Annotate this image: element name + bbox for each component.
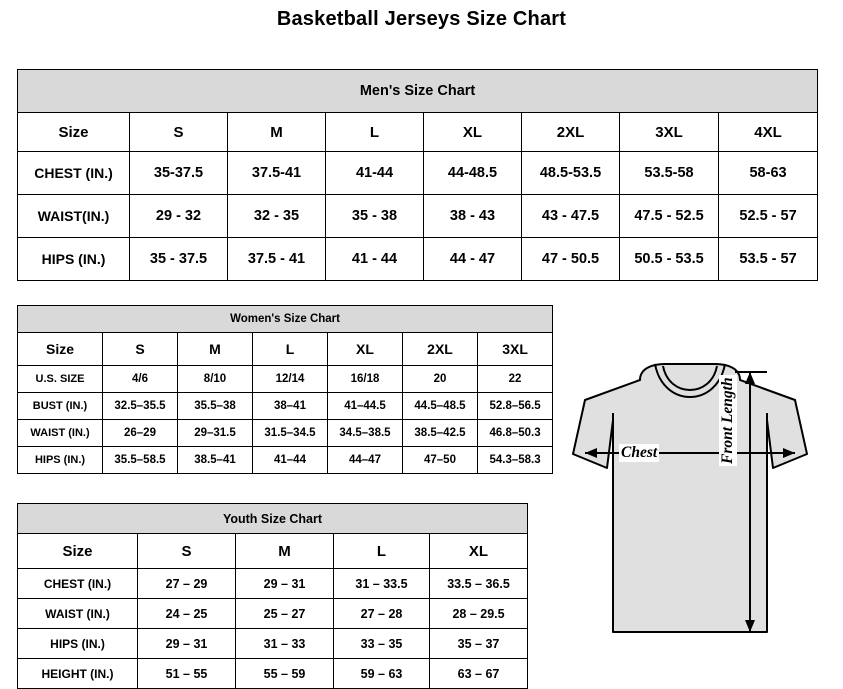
row-label: CHEST (IN.)	[18, 152, 130, 195]
column-header: L	[334, 534, 430, 569]
mens-size-chart-table	[17, 69, 818, 281]
column-header: S	[130, 113, 228, 152]
column-header: XL	[328, 333, 403, 366]
table-caption-row	[18, 504, 528, 534]
table-row	[18, 366, 553, 393]
table-cell: 41-44	[326, 152, 424, 195]
row-label: WAIST(IN.)	[18, 195, 130, 238]
column-header: XL	[424, 113, 522, 152]
table-cell: 27 – 29	[138, 569, 236, 599]
column-header: M	[236, 534, 334, 569]
table-cell: 20	[403, 366, 478, 393]
youth-chart-caption: Youth Size Chart	[18, 504, 528, 534]
table-cell: 46.8–50.3	[478, 420, 553, 447]
table-cell: 53.5 - 57	[719, 238, 818, 281]
table-cell: 38–41	[253, 393, 328, 420]
table-row	[18, 599, 528, 629]
table-cell: 31 – 33	[236, 629, 334, 659]
row-label: WAIST (IN.)	[18, 420, 103, 447]
table-cell: 29 – 31	[236, 569, 334, 599]
table-cell: 31 – 33.5	[334, 569, 430, 599]
front-length-label: Front Length	[719, 377, 736, 464]
table-cell: 59 – 63	[334, 659, 430, 689]
table-cell: 38.5–41	[178, 447, 253, 474]
table-cell: 22	[478, 366, 553, 393]
table-cell: 29–31.5	[178, 420, 253, 447]
table-cell: 35 - 38	[326, 195, 424, 238]
table-cell: 48.5-53.5	[522, 152, 620, 195]
table-cell: 44 - 47	[424, 238, 522, 281]
table-cell: 53.5-58	[620, 152, 719, 195]
table-row	[18, 152, 818, 195]
table-cell: 27 – 28	[334, 599, 430, 629]
front-length-arrow-top-icon	[745, 372, 755, 384]
table-cell: 41–44.5	[328, 393, 403, 420]
table-cell: 28 – 29.5	[430, 599, 528, 629]
column-header: M	[178, 333, 253, 366]
table-cell: 4/6	[103, 366, 178, 393]
column-header: S	[138, 534, 236, 569]
table-cell: 35-37.5	[130, 152, 228, 195]
table-cell: 52.8–56.5	[478, 393, 553, 420]
table-cell: 55 – 59	[236, 659, 334, 689]
column-header: XL	[430, 534, 528, 569]
column-header: L	[326, 113, 424, 152]
table-cell: 51 – 55	[138, 659, 236, 689]
row-label: BUST (IN.)	[18, 393, 103, 420]
table-cell: 41–44	[253, 447, 328, 474]
table-cell: 31.5–34.5	[253, 420, 328, 447]
table-cell: 35.5–58.5	[103, 447, 178, 474]
table-caption-row	[18, 70, 818, 113]
table-cell: 29 – 31	[138, 629, 236, 659]
table-cell: 8/10	[178, 366, 253, 393]
table-cell: 54.3–58.3	[478, 447, 553, 474]
shirt-outline	[573, 364, 807, 632]
table-row	[18, 420, 553, 447]
table-cell: 47 - 50.5	[522, 238, 620, 281]
table-cell: 26–29	[103, 420, 178, 447]
table-row	[18, 629, 528, 659]
table-row	[18, 447, 553, 474]
table-cell: 16/18	[328, 366, 403, 393]
column-header: Size	[18, 113, 130, 152]
chest-label: Chest	[621, 444, 658, 461]
column-header: S	[103, 333, 178, 366]
table-cell: 33 – 35	[334, 629, 430, 659]
table-header-row	[18, 333, 553, 366]
row-label: HIPS (IN.)	[18, 447, 103, 474]
table-cell: 52.5 - 57	[719, 195, 818, 238]
table-cell: 43 - 47.5	[522, 195, 620, 238]
table-cell: 35 – 37	[430, 629, 528, 659]
table-cell: 44.5–48.5	[403, 393, 478, 420]
table-row	[18, 195, 818, 238]
table-header-row	[18, 534, 528, 569]
column-header: L	[253, 333, 328, 366]
table-row	[18, 569, 528, 599]
row-label: HEIGHT (IN.)	[18, 659, 138, 689]
column-header: M	[228, 113, 326, 152]
row-label: CHEST (IN.)	[18, 569, 138, 599]
column-header: 2XL	[522, 113, 620, 152]
table-row	[18, 659, 528, 689]
table-cell: 34.5–38.5	[328, 420, 403, 447]
table-cell: 44–47	[328, 447, 403, 474]
womens-chart-caption: Women's Size Chart	[18, 306, 553, 333]
youth-size-chart-table	[17, 503, 528, 689]
column-header: 2XL	[403, 333, 478, 366]
page-title: Basketball Jerseys Size Chart	[276, 8, 567, 30]
table-cell: 58-63	[719, 152, 818, 195]
table-caption-row	[18, 306, 553, 333]
table-cell: 32.5–35.5	[103, 393, 178, 420]
table-cell: 63 – 67	[430, 659, 528, 689]
table-cell: 25 – 27	[236, 599, 334, 629]
table-cell: 38.5–42.5	[403, 420, 478, 447]
table-cell: 37.5 - 41	[228, 238, 326, 281]
column-header: 3XL	[478, 333, 553, 366]
table-cell: 41 - 44	[326, 238, 424, 281]
table-cell: 47–50	[403, 447, 478, 474]
table-cell: 50.5 - 53.5	[620, 238, 719, 281]
table-cell: 24 – 25	[138, 599, 236, 629]
table-cell: 32 - 35	[228, 195, 326, 238]
row-label: HIPS (IN.)	[18, 238, 130, 281]
table-cell: 33.5 – 36.5	[430, 569, 528, 599]
table-cell: 47.5 - 52.5	[620, 195, 719, 238]
row-label: U.S. SIZE	[18, 366, 103, 393]
table-row	[18, 393, 553, 420]
column-header: 3XL	[620, 113, 719, 152]
table-cell: 35.5–38	[178, 393, 253, 420]
row-label: WAIST (IN.)	[18, 599, 138, 629]
table-cell: 37.5-41	[228, 152, 326, 195]
jersey-measurement-diagram	[545, 358, 835, 678]
table-cell: 38 - 43	[424, 195, 522, 238]
table-cell: 44-48.5	[424, 152, 522, 195]
table-header-row	[18, 113, 818, 152]
column-header: Size	[18, 534, 138, 569]
jersey-shirt-icon	[545, 358, 835, 678]
row-label: HIPS (IN.)	[18, 629, 138, 659]
womens-size-chart-table	[17, 305, 553, 474]
mens-chart-caption: Men's Size Chart	[18, 70, 818, 113]
table-cell: 12/14	[253, 366, 328, 393]
table-cell: 29 - 32	[130, 195, 228, 238]
table-row	[18, 238, 818, 281]
table-cell: 35 - 37.5	[130, 238, 228, 281]
column-header: 4XL	[719, 113, 818, 152]
column-header: Size	[18, 333, 103, 366]
